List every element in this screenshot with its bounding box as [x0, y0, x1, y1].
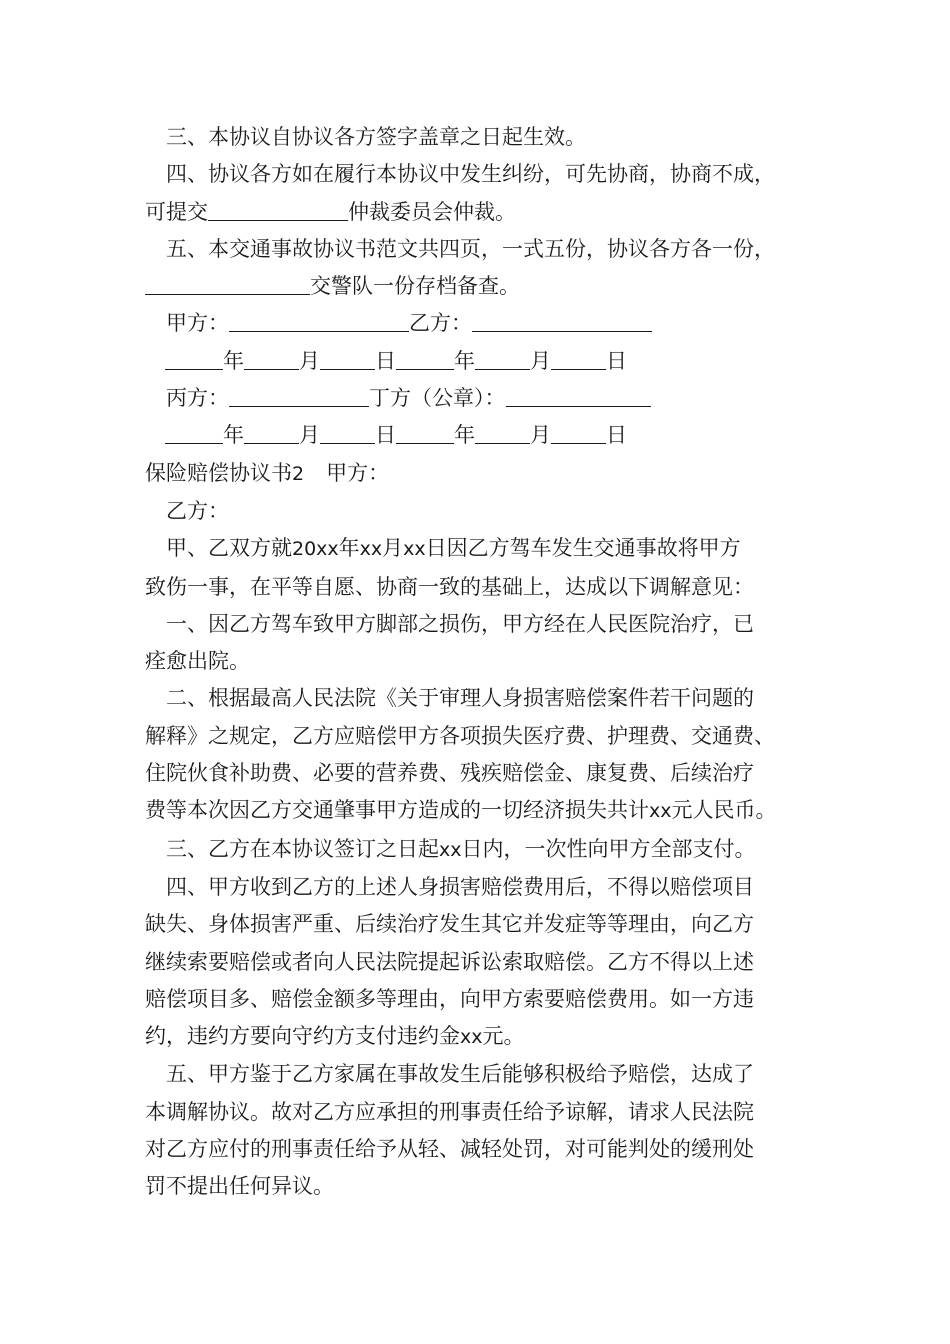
item-4-line2: 缺失、身体损害严重、后续治疗发生其它并发症等等理由，向乙方 [145, 912, 754, 937]
day-value: xx [403, 538, 426, 561]
date-line-1 [145, 343, 825, 380]
day-label: 日 [375, 423, 396, 448]
blank [551, 347, 606, 370]
clause-5-copies-line2 [145, 268, 825, 305]
text: 约，违约方要向守约方支付违约金 [145, 1024, 460, 1049]
item-5-line1: 五、甲方鉴于乙方家属在事故发生后能够积极给予赔偿，达成了 [166, 1062, 754, 1087]
copy-blank [145, 272, 310, 295]
party-b-blank [472, 309, 652, 332]
party-c-blank [229, 384, 369, 407]
signature-line-2 [145, 380, 825, 417]
section-number: 2 [292, 462, 305, 485]
text: 三、乙方在本协议签订之日起 [166, 836, 439, 861]
blank [244, 347, 299, 370]
party-d-label: 丁方（公章）： [369, 386, 506, 411]
month-value: xx [359, 538, 383, 561]
day-label: 日 [606, 348, 627, 373]
clause-4-dispute-line1: 四、协议各方如在履行本协议中发生纠纷，可先协商，协商不成， [166, 162, 775, 187]
item-2-line4 [145, 792, 825, 830]
item-2-line1: 二、根据最高人民法院《关于审理人身损害赔偿案件若干问题的 [166, 686, 754, 711]
blank [320, 421, 375, 444]
blank [165, 421, 223, 444]
intro-line1 [145, 530, 825, 568]
date-line-2 [145, 417, 825, 454]
party-b-label: 乙方： [409, 311, 472, 336]
arbitration-blank [208, 198, 348, 221]
year-label: 年 [454, 348, 475, 373]
item-4-line4: 赔偿项目多、赔偿金额多等理由，向甲方索要赔偿费用。如一方违 [145, 986, 754, 1011]
document-page [145, 119, 825, 1206]
days-value: xx [439, 838, 462, 861]
text: 日因乙方驾车发生交通事故将甲方 [425, 536, 741, 561]
item-2-line3: 住院伙食补助费、必要的营养费、残疾赔偿金、康复费、后续治疗 [145, 761, 754, 786]
item-4-line5 [145, 1018, 825, 1056]
blank [551, 421, 606, 444]
month-label: 月 [530, 348, 551, 373]
month-label: 月 [299, 348, 320, 373]
intro-line2: 致伤一事，在平等自愿、协商一致的基础上，达成以下调解意见： [145, 574, 754, 599]
day-label: 日 [606, 423, 627, 448]
text: 元人民币。 [671, 798, 777, 823]
blank [396, 421, 454, 444]
blank [396, 347, 454, 370]
text: 费等本次因乙方交通肇事甲方造成的一切经济损失共计 [145, 798, 649, 823]
blank [475, 421, 530, 444]
party-a-heading: 甲方： [326, 460, 390, 485]
text: 甲、乙双方就 [166, 536, 292, 561]
blank [165, 347, 223, 370]
party-d-blank [506, 384, 651, 407]
clause-4-dispute-line2 [145, 194, 825, 231]
party-c-label: 丙方： [166, 386, 229, 411]
clause-5-copies-line1: 五、本交通事故协议书范文共四页，一式五份，协议各方各一份， [166, 236, 775, 261]
text: 交警队一份存档备查。 [310, 274, 520, 299]
section-title: 保险赔偿协议书 [145, 460, 292, 485]
year-label: 年 [454, 423, 475, 448]
section-title-2 [145, 455, 825, 493]
blank [244, 421, 299, 444]
party-b-heading: 乙方： [166, 498, 229, 523]
signature-line-1 [145, 305, 825, 342]
text: 元。 [482, 1024, 525, 1049]
item-5-line2: 本调解协议。故对乙方应承担的刑事责任给予谅解，请求人民法院 [145, 1099, 754, 1124]
year-label: 年 [223, 348, 244, 373]
item-5-line3: 对乙方应付的刑事责任给予从轻、减轻处罚，对可能判处的缓刑处 [145, 1137, 754, 1162]
party-a-blank [229, 309, 409, 332]
text: 年 [338, 536, 360, 561]
text: 日内，一次性向甲方全部支付。 [461, 836, 756, 861]
party-a-label: 甲方： [166, 311, 229, 336]
year-label: 年 [223, 423, 244, 448]
text: 月 [382, 536, 404, 561]
penalty-value: xx [460, 1026, 483, 1049]
amount-value: xx [649, 800, 672, 823]
item-4-line1: 四、甲方收到乙方的上述人身损害赔偿费用后，不得以赔偿项目 [166, 874, 754, 899]
year-value: 20xx [292, 538, 339, 561]
clause-3-effective: 三、本协议自协议各方签字盖章之日起生效。 [166, 125, 586, 149]
text: 仲裁委员会仲裁。 [348, 199, 516, 224]
text: 可提交 [145, 199, 208, 224]
item-2-line2: 解释》之规定，乙方应赔偿甲方各项损失医疗费、护理费、交通费、 [145, 723, 775, 748]
item-1-line2: 痊愈出院。 [145, 649, 250, 674]
blank [320, 347, 375, 370]
month-label: 月 [299, 423, 320, 448]
month-label: 月 [530, 423, 551, 448]
item-1-line1: 一、因乙方驾车致甲方脚部之损伤，甲方经在人民医院治疗，已 [166, 611, 754, 636]
day-label: 日 [375, 348, 396, 373]
item-4-line3: 继续索要赔偿或者向人民法院提起诉讼索取赔偿。乙方不得以上述 [145, 949, 754, 974]
item-5-line4: 罚不提出任何异议。 [145, 1174, 334, 1199]
item-3 [145, 831, 825, 869]
blank [475, 347, 530, 370]
